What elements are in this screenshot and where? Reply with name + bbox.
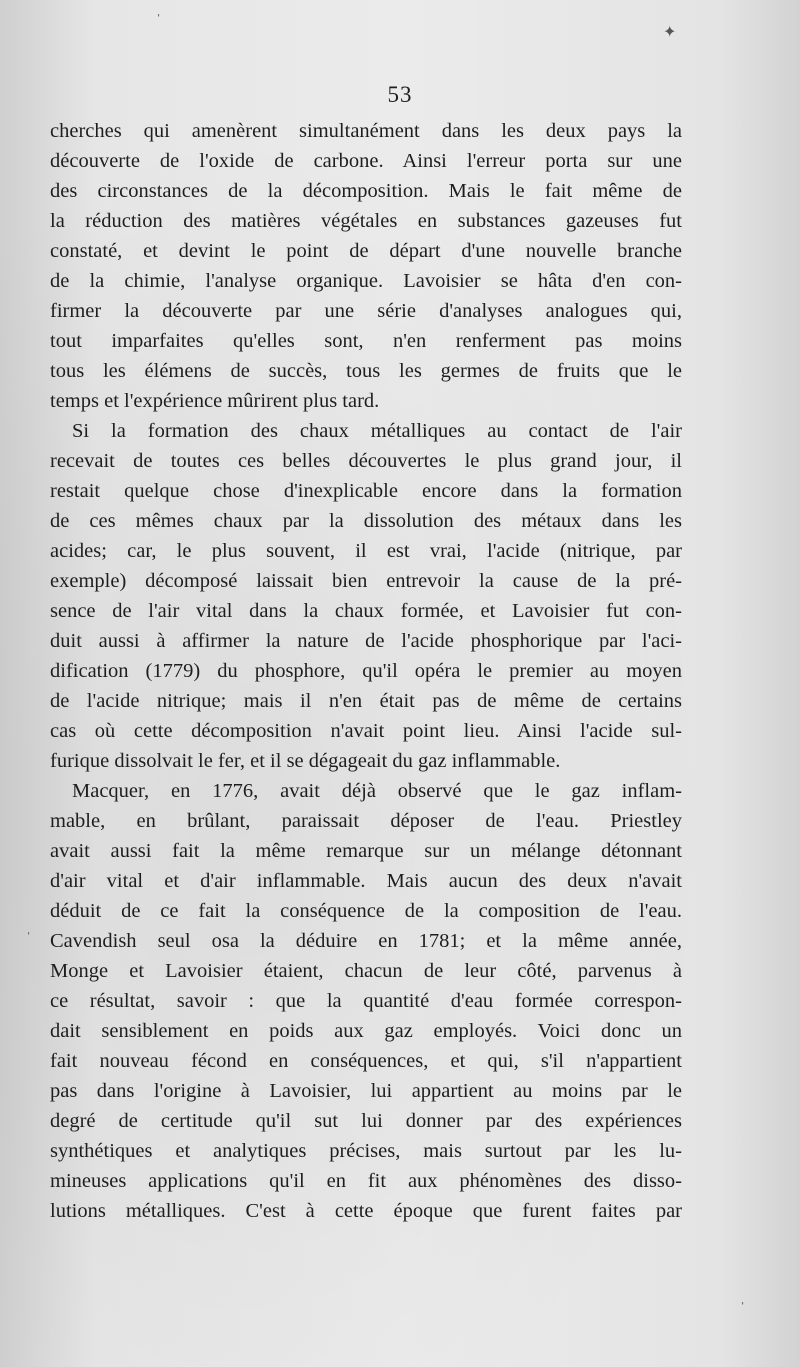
text-line: pas dans l'origine à Lavoisier, lui appartient au moins par le <box>50 1080 682 1102</box>
text-line: mable, en brûlant, paraissait déposer de l'eau. Priestley <box>50 810 682 832</box>
speck-mark: ✦ <box>663 24 677 41</box>
text-line: mineuses applications qu'il en fit aux phénomènes des disso- <box>50 1170 682 1192</box>
text-line: dification (1779) du phosphore, qu'il opéra le premier au moyen <box>50 660 682 682</box>
text-line: découverte de l'oxide de carbone. Ainsi l'erreur porta sur une <box>50 150 682 172</box>
text-line: exemple) décomposé laissait bien entrevoir la cause de la pré- <box>50 570 682 592</box>
text-line: de l'acide nitrique; mais il n'en était pas de même de certains <box>50 690 682 712</box>
text-line: des circonstances de la décomposition. Mais le fait même de <box>50 180 682 202</box>
text-line: firmer la découverte par une série d'analyses analogues qui, <box>50 300 682 322</box>
text-line: duit aussi à affirmer la nature de l'acide phosphorique par l'aci- <box>50 630 682 652</box>
text-line: restait quelque chose d'inexplicable encore dans la formation <box>50 480 682 502</box>
text-line: avait aussi fait la même remarque sur un mélange détonnant <box>50 840 682 862</box>
page-number: 53 <box>387 82 413 107</box>
text-line: recevait de toutes ces belles découvertes le plus grand jour, il <box>50 450 682 472</box>
body-text <box>50 116 682 1226</box>
text-line: Cavendish seul osa la déduire en 1781; et la même année, <box>50 930 682 952</box>
text-line: degré de certitude qu'il sut lui donner par des expériences <box>50 1110 682 1132</box>
text-line: furique dissolvait le fer, et il se dégageait du gaz inflammable. <box>50 750 561 772</box>
text-line: lutions métalliques. C'est à cette époque que furent faites par <box>50 1200 682 1222</box>
text-line: acides; car, le plus souvent, il est vrai, l'acide (nitrique, par <box>50 540 682 562</box>
text-line: sence de l'air vital dans la chaux formée, et Lavoisier fut con- <box>50 600 682 622</box>
text-line: la réduction des matières végétales en substances gazeuses fut <box>50 210 682 232</box>
text-line: Macquer, en 1776, avait déjà observé que le gaz inflam- <box>72 780 682 802</box>
text-line: d'air vital et d'air inflammable. Mais aucun des deux n'avait <box>50 870 682 892</box>
text-line: déduit de ce fait la conséquence de la composition de l'eau. <box>50 900 682 922</box>
text-line: synthétiques et analytiques précises, mais surtout par les lu- <box>50 1140 682 1162</box>
text-line: tout imparfaites qu'elles sont, n'en renferment pas moins <box>50 330 682 352</box>
text-line: Si la formation des chaux métalliques au contact de l'air <box>72 420 682 442</box>
speck-mark: ˈ <box>26 930 32 947</box>
speck-mark: ˈ <box>740 1300 746 1317</box>
text-line: dait sensiblement en poids aux gaz employés. Voici donc un <box>50 1020 682 1042</box>
text-line: ce résultat, savoir : que la quantité d'eau formée correspon- <box>50 990 682 1012</box>
speck-mark: ˈ <box>156 12 162 29</box>
text-line: cherches qui amenèrent simultanément dans les deux pays la <box>50 120 682 142</box>
text-line: tous les élémens de succès, tous les germes de fruits que le <box>50 360 682 382</box>
text-line: temps et l'expérience mûrirent plus tard. <box>50 390 380 412</box>
text-line: de ces mêmes chaux par la dissolution des métaux dans les <box>50 510 682 532</box>
text-line: fait nouveau fécond en conséquences, et qui, s'il n'appartient <box>50 1050 682 1072</box>
text-line: Monge et Lavoisier étaient, chacun de leur côté, parvenus à <box>50 960 682 982</box>
text-line: cas où cette décomposition n'avait point lieu. Ainsi l'acide sul- <box>50 720 682 742</box>
text-line: de la chimie, l'analyse organique. Lavoisier se hâta d'en con- <box>50 270 682 292</box>
text-line: constaté, et devint le point de départ d'une nouvelle branche <box>50 240 682 262</box>
